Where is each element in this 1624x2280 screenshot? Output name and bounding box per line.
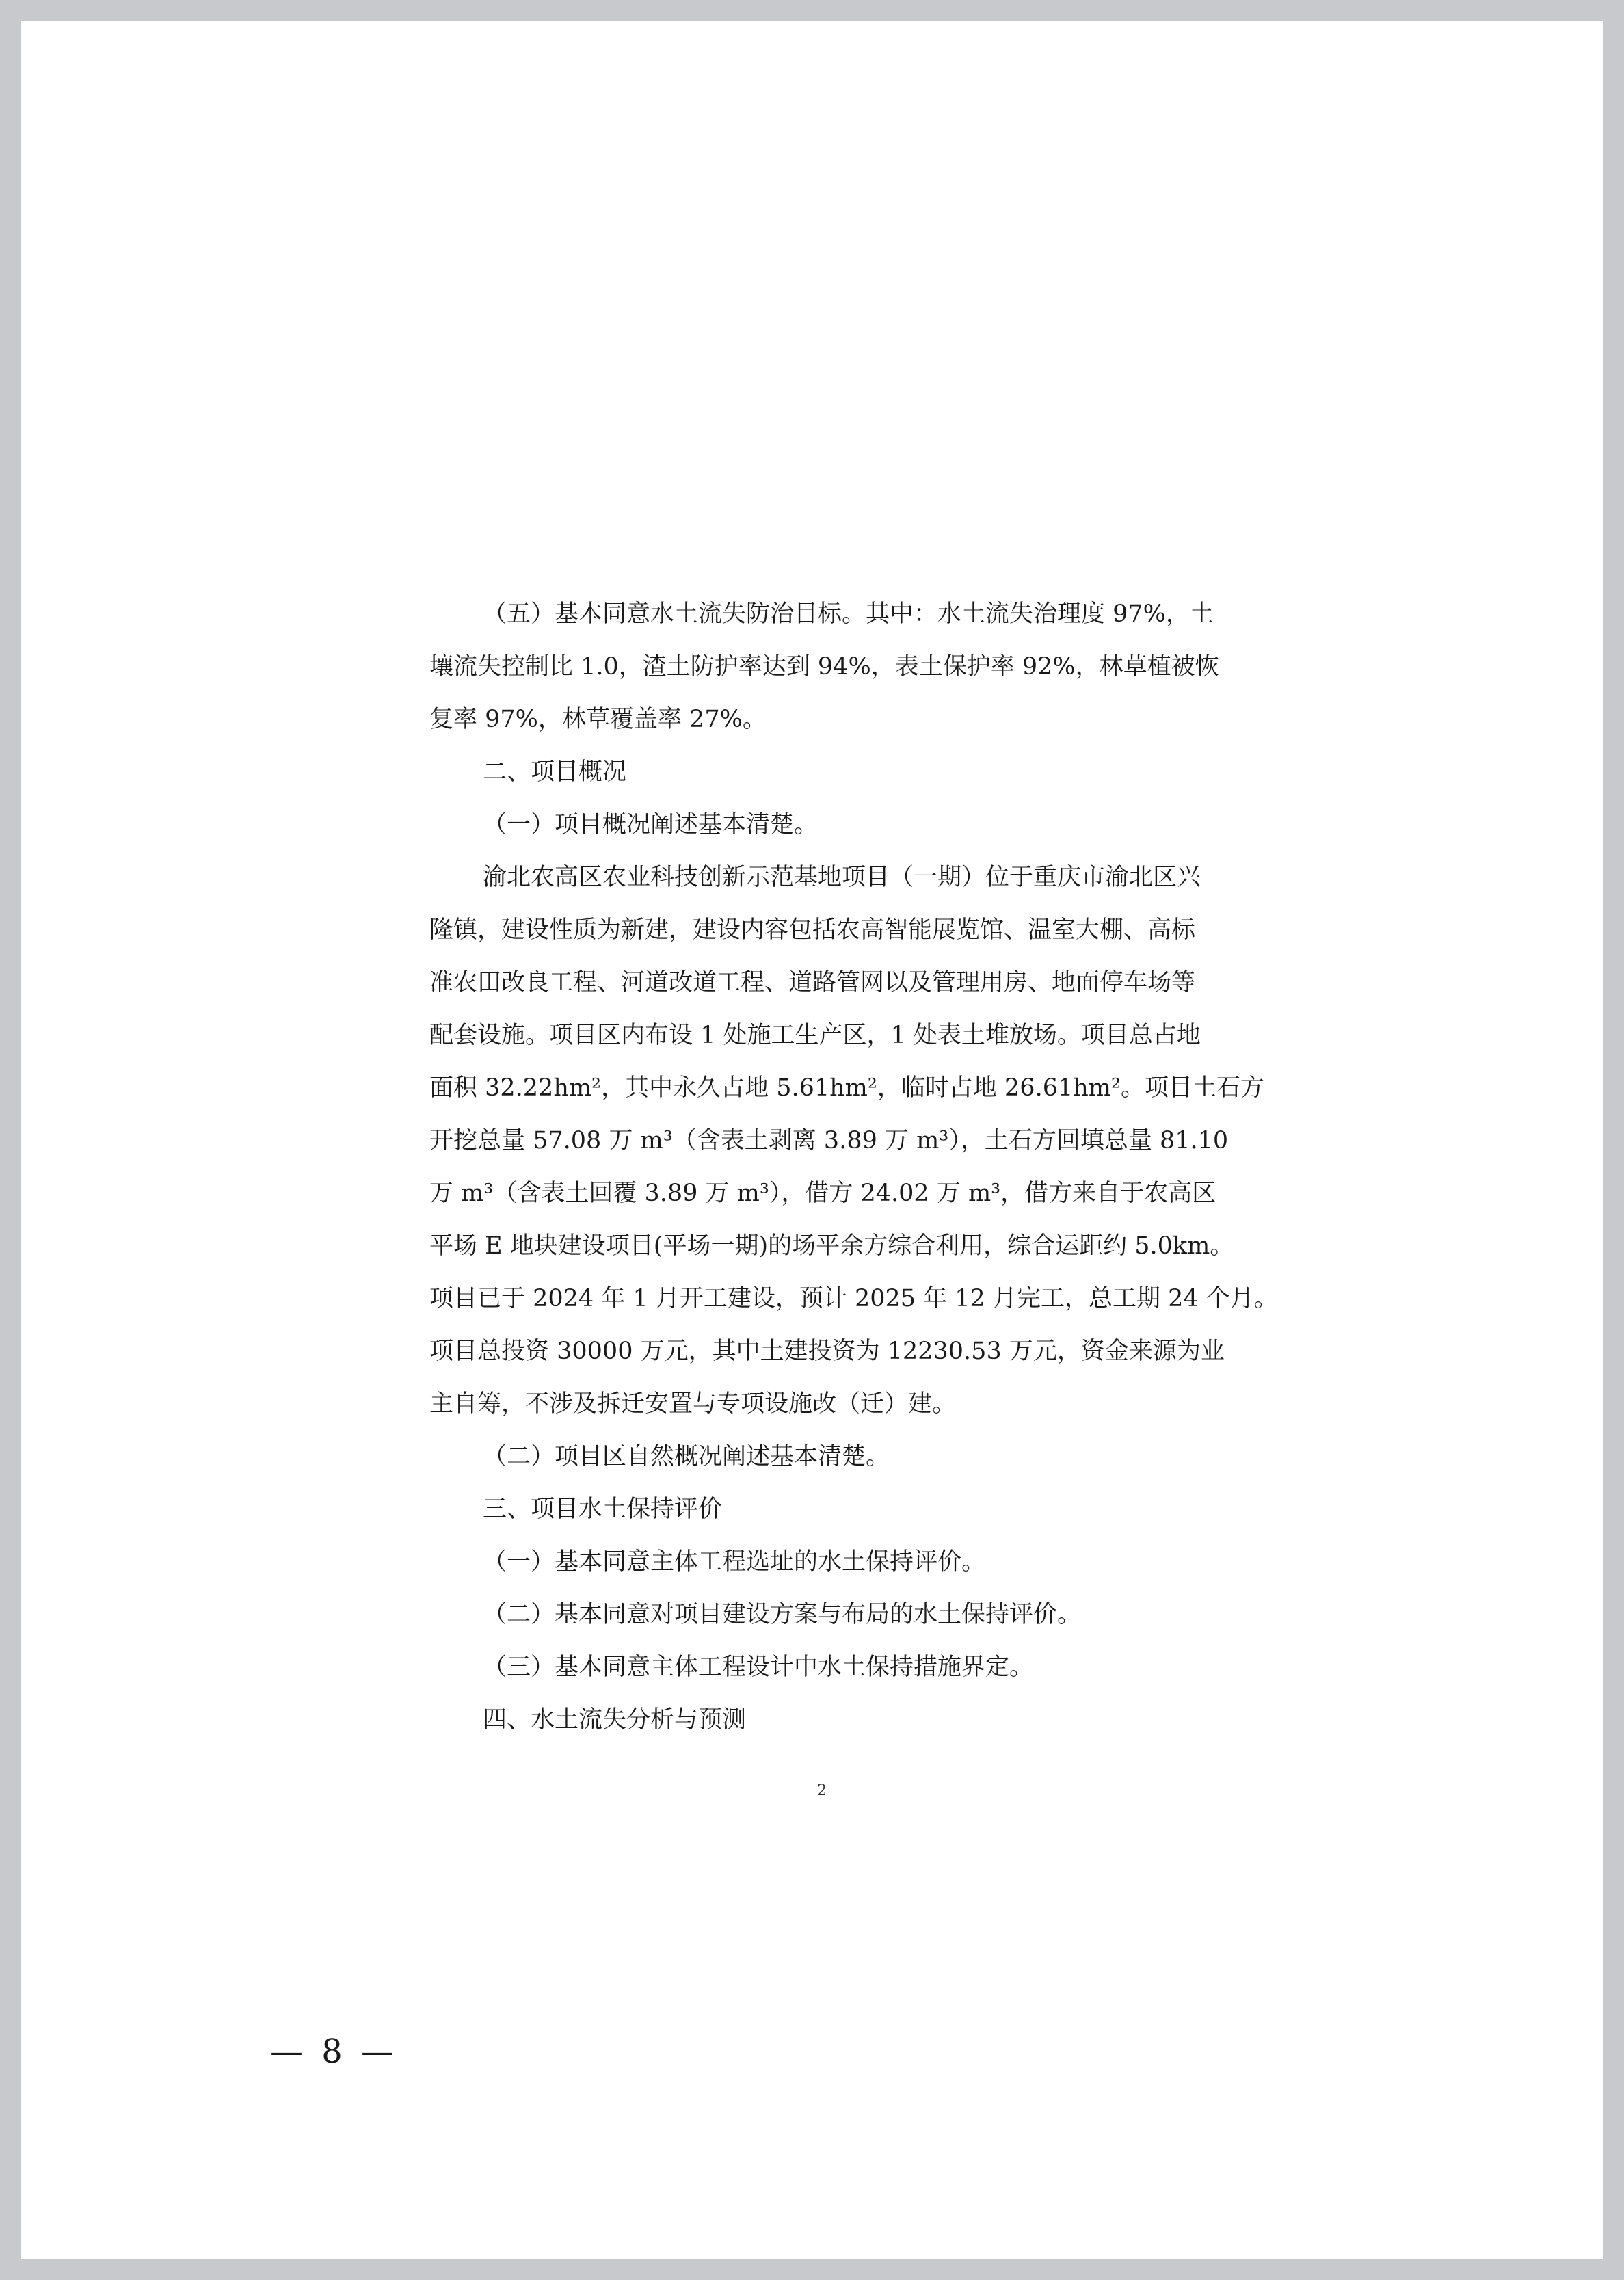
- text-line: 面积 32.22hm²，其中永久占地 5.61hm²，临时占地 26.61hm²。项目土石方: [429, 1074, 1264, 1102]
- text-line: 准农田改良工程、河道改道工程、道路管网以及管理用房、地面停车场等: [429, 969, 1196, 996]
- text-line: 四、水土流失分析与预测: [483, 1706, 747, 1734]
- text-line: 平场 E 地块建设项目(平场一期)的场平余方综合利用，综合运距约 5.0km。: [429, 1232, 1234, 1260]
- heading-project-overview: [429, 746, 1216, 799]
- paragraph-site-selection: [429, 1536, 1216, 1589]
- inner-page-number: 2: [817, 1782, 827, 1799]
- text-line: 壤流失控制比 1.0，渣土防护率达到 94%，表土保护率 92%，林草植被恢: [429, 653, 1219, 680]
- paragraph-overview-clear: [429, 799, 1216, 851]
- text-line: 开挖总量 57.08 万 m³（含表土剥离 3.89 万 m³），土石方回填总量 81.10: [429, 1127, 1229, 1154]
- text-line: 项目已于 2024 年 1 月开工建设，预计 2025 年 12 月完工，总工期 24 个月。: [429, 1285, 1278, 1312]
- text-line: （一）基本同意主体工程选址的水土保持评价。: [483, 1548, 986, 1576]
- paragraph-construction-plan: [429, 1589, 1216, 1641]
- text-line: 项目总投资 30000 万元，其中土建投资为 12230.53 万元，资金来源为业: [429, 1338, 1225, 1365]
- text-line: （一）项目概况阐述基本清楚。: [483, 811, 818, 838]
- text-line: 配套设施。项目区内布设 1 处施工生产区，1 处表土堆放场。项目总占地: [429, 1022, 1201, 1049]
- text-line: 隆镇，建设性质为新建，建设内容包括农高智能展览馆、温室大棚、高标: [429, 916, 1196, 944]
- text-line: 万 m³（含表土回覆 3.89 万 m³），借方 24.02 万 m³，借方来自于农高区: [429, 1180, 1216, 1207]
- text-line: 主自筹，不涉及拆迁安置与专项设施改（迁）建。: [429, 1390, 957, 1418]
- text-line: （二）项目区自然概况阐述基本清楚。: [483, 1443, 890, 1470]
- text-line: 二、项目概况: [483, 758, 627, 786]
- outer-page-number: — 8 —: [270, 2032, 399, 2071]
- paragraph-measures-definition: [429, 1641, 1216, 1694]
- heading-erosion-analysis: [429, 1694, 1216, 1747]
- text-line: 三、项目水土保持评价: [483, 1496, 723, 1523]
- heading-conservation-evaluation: [429, 1483, 1216, 1536]
- text-line: （三）基本同意主体工程设计中水土保持措施界定。: [483, 1654, 1034, 1681]
- text-line: （二）基本同意对项目建设方案与布局的水土保持评价。: [483, 1601, 1082, 1628]
- paragraph-prevention-targets: [429, 588, 1219, 746]
- text-line: 复率 97%，林草覆盖率 27%。: [429, 706, 767, 733]
- paragraph-project-description: [429, 851, 1278, 1431]
- text-line: （五）基本同意水土流失防治目标。其中：水土流失治理度 97%，土: [483, 600, 1214, 628]
- paragraph-natural-conditions: [429, 1431, 1216, 1483]
- text-line: 渝北农高区农业科技创新示范基地项目（一期）位于重庆市渝北区兴: [483, 864, 1201, 891]
- document-body: [429, 588, 1278, 1747]
